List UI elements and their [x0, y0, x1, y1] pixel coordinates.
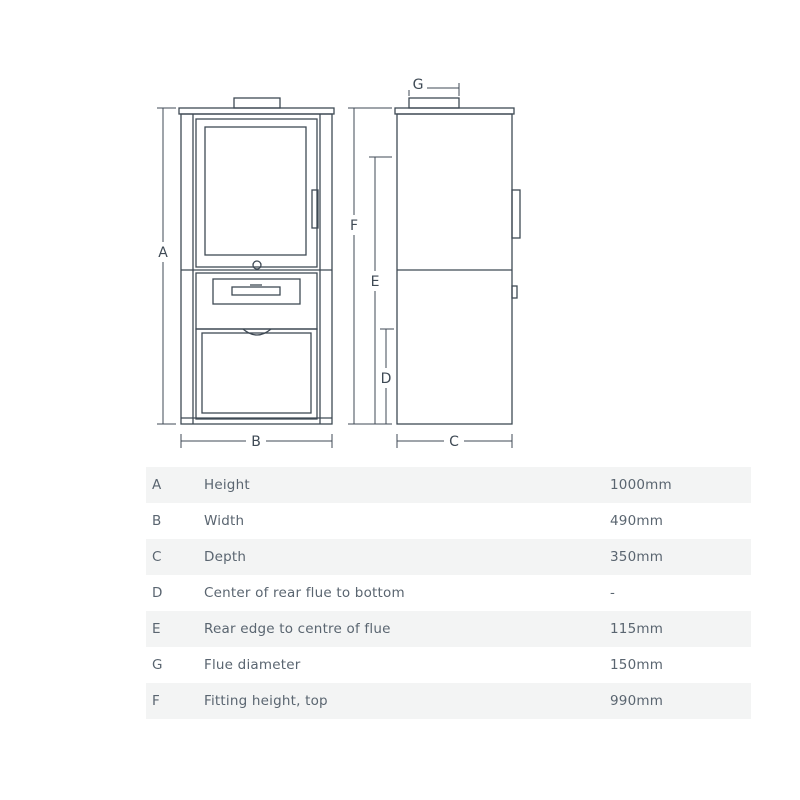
side-top-plate — [395, 108, 514, 114]
table-row — [146, 611, 751, 647]
spec-value: 990mm — [610, 693, 664, 709]
front-ashpan — [196, 273, 317, 329]
front-logo — [253, 261, 261, 269]
front-door-frame — [196, 119, 317, 267]
table-row — [146, 575, 751, 611]
dim-letter-b: B — [251, 434, 261, 450]
spec-code: C — [152, 549, 162, 565]
spec-label: Depth — [204, 549, 247, 565]
spec-code: F — [152, 693, 160, 709]
spec-code: E — [152, 621, 161, 637]
side-view — [395, 98, 520, 424]
side-flue-collar — [409, 98, 459, 108]
spec-value: 115mm — [610, 621, 664, 637]
spec-code: D — [152, 585, 163, 601]
spec-label: Flue diameter — [204, 657, 301, 673]
side-body — [397, 114, 512, 424]
front-view — [179, 98, 334, 424]
side-handle — [512, 190, 520, 238]
side-knob — [512, 286, 517, 298]
spec-label: Width — [204, 513, 245, 529]
table-row — [146, 539, 751, 575]
spec-value: 350mm — [610, 549, 664, 565]
front-ashpan-front — [213, 279, 300, 304]
spec-label: Height — [204, 477, 250, 493]
dimension-letters — [153, 76, 464, 450]
front-flue-collar — [234, 98, 280, 108]
table-row — [146, 503, 751, 539]
dim-letter-g: G — [412, 77, 424, 93]
front-glass — [205, 127, 306, 255]
dim-letter-c: C — [449, 434, 459, 450]
spec-code: B — [152, 513, 162, 529]
spec-table — [146, 467, 751, 719]
spec-value: 150mm — [610, 657, 664, 673]
front-log-store — [196, 329, 317, 419]
table-row — [146, 467, 751, 503]
dim-letter-a: A — [158, 245, 168, 261]
front-top-plate — [179, 108, 334, 114]
spec-value: 1000mm — [610, 477, 672, 493]
spec-label: Center of rear flue to bottom — [204, 585, 405, 601]
spec-value: 490mm — [610, 513, 664, 529]
spec-code: G — [152, 657, 163, 673]
front-ashpan-handle — [232, 287, 280, 295]
dim-letter-d: D — [380, 371, 392, 387]
spec-label: Rear edge to centre of flue — [204, 621, 391, 637]
table-row — [146, 647, 751, 683]
dim-letter-f: F — [349, 218, 359, 234]
spec-code: A — [152, 477, 162, 493]
table-row — [146, 683, 751, 719]
dim-letter-e: E — [370, 274, 380, 290]
spec-label: Fitting height, top — [204, 693, 328, 709]
spec-value: - — [610, 585, 616, 601]
